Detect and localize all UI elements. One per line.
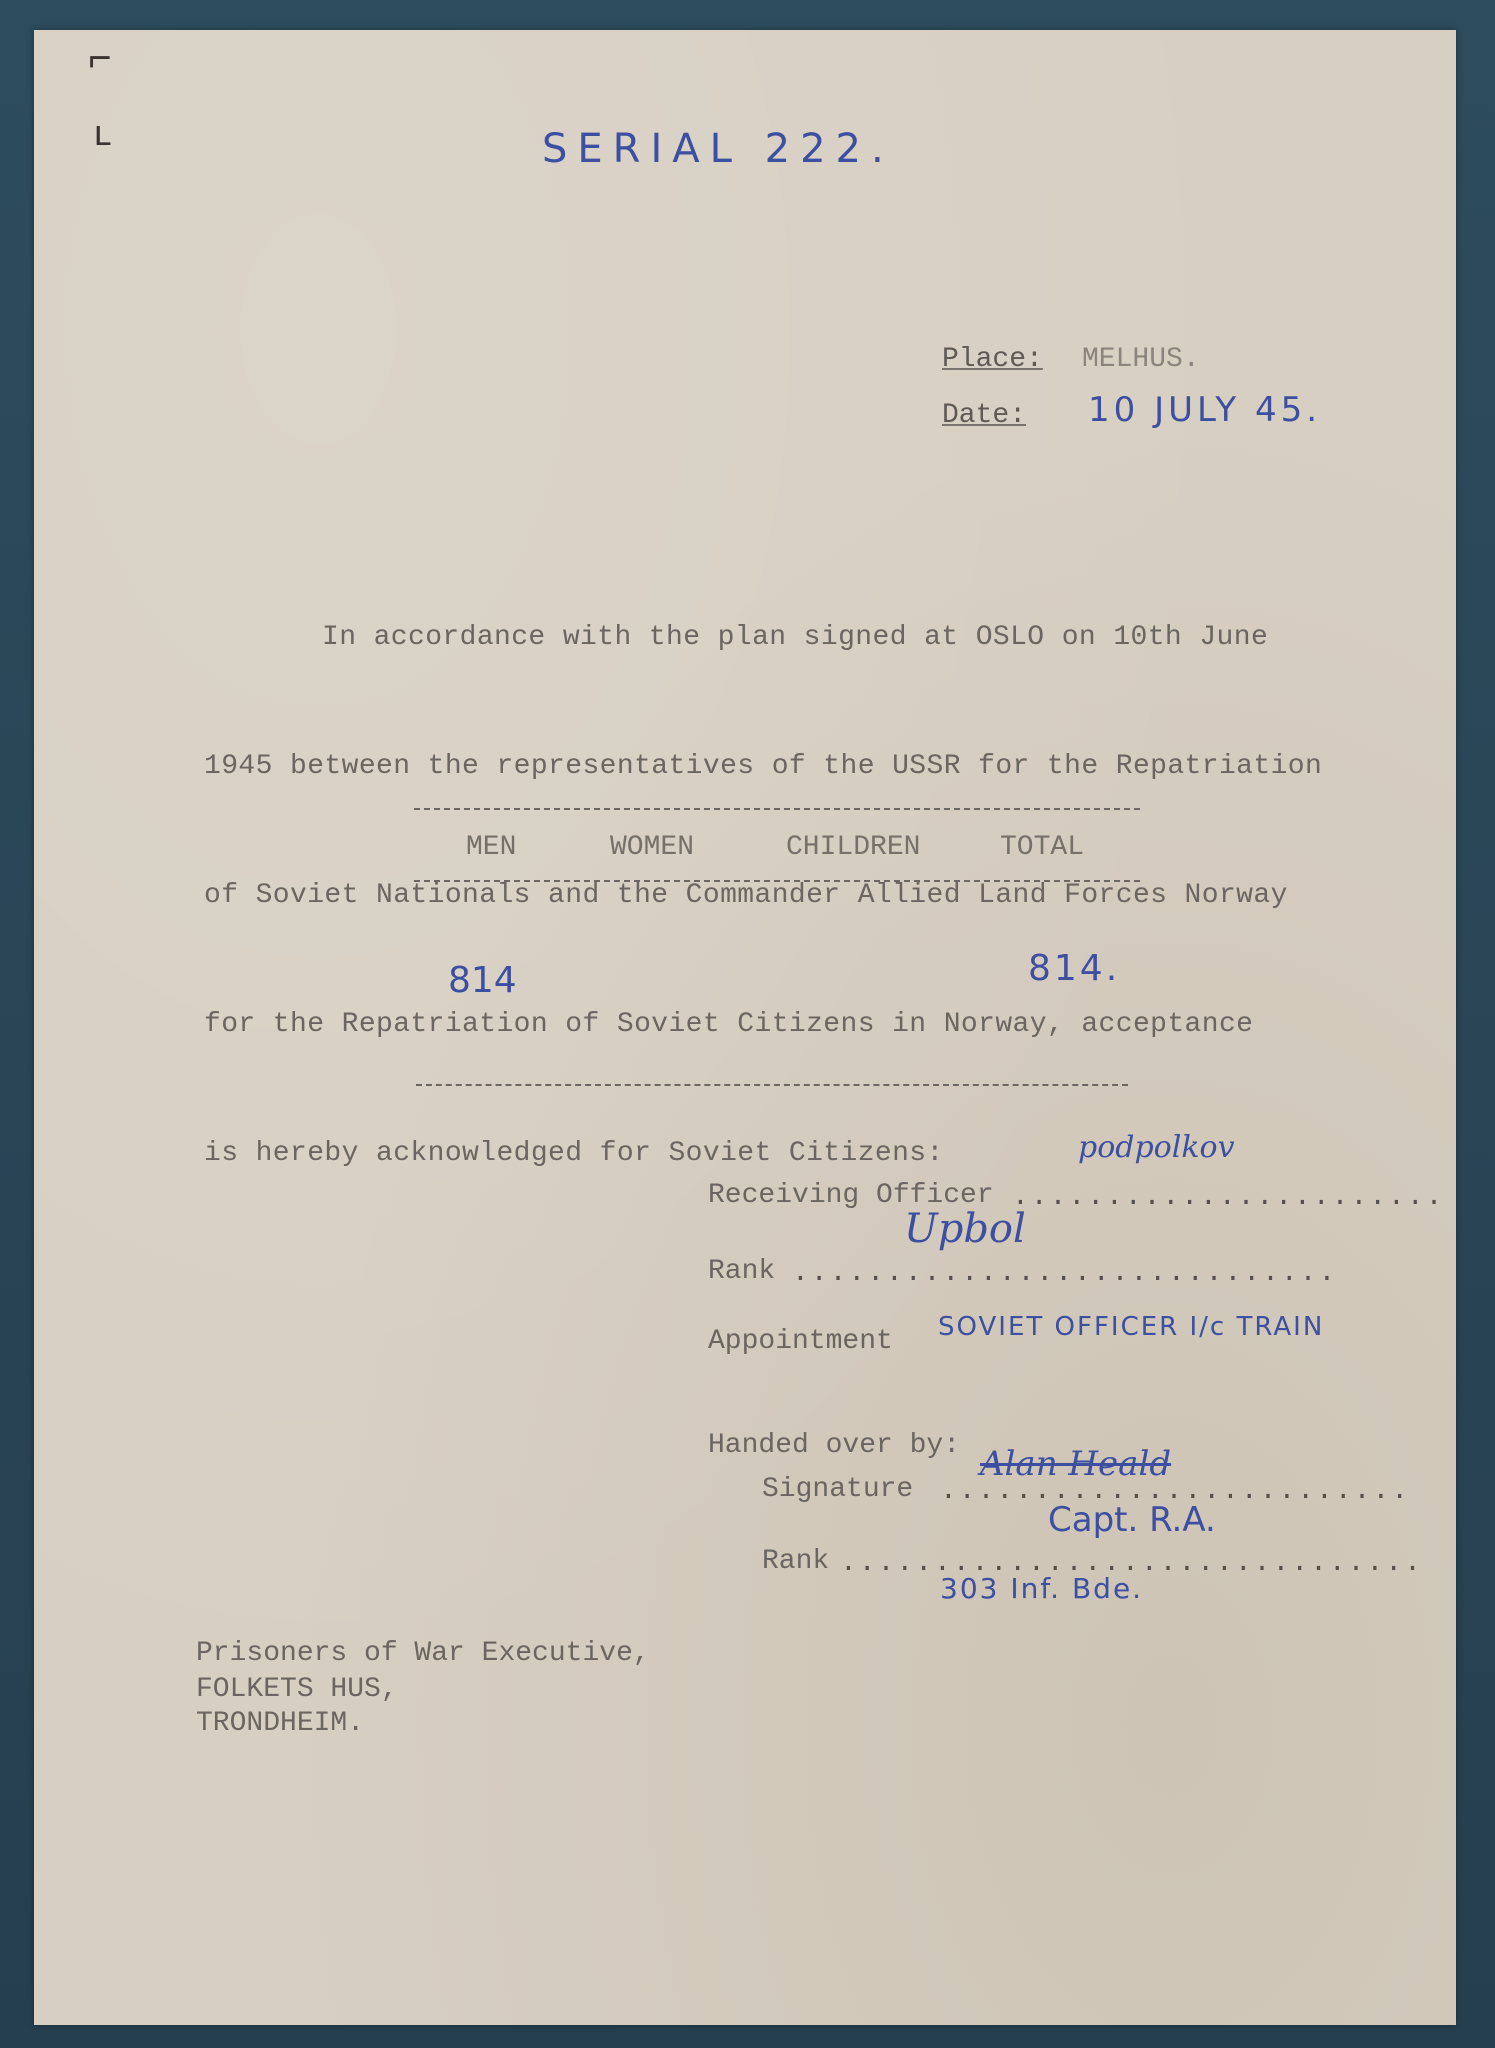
men-count: 814 bbox=[448, 960, 517, 1001]
rank-signature: Upbol bbox=[904, 1206, 1026, 1252]
receiving-officer-signature: podpolkov bbox=[1078, 1130, 1235, 1165]
paragraph-line: In accordance with the plan signed at OSLO on 10th June bbox=[322, 622, 1269, 653]
handover-rank-label: Rank bbox=[762, 1546, 830, 1577]
handed-over-heading: Handed over by: bbox=[708, 1430, 961, 1461]
paragraph-line: for the Repatriation of Soviet Citizens in Norway, acceptance bbox=[204, 1009, 1254, 1040]
handover-rank-value: Capt. R.A. bbox=[1048, 1500, 1216, 1540]
footer-line: FOLKETS HUS, bbox=[196, 1674, 398, 1705]
receiving-officer-label: Receiving Officer bbox=[708, 1180, 994, 1211]
table-bottom-rule bbox=[416, 1084, 1128, 1086]
total-count: 814. bbox=[1028, 948, 1121, 989]
dotted-line: ............................... bbox=[840, 1548, 1423, 1579]
handover-unit-value: 303 Inf. Bde. bbox=[940, 1572, 1144, 1605]
date-value: 10 JULY 45. bbox=[1088, 390, 1322, 430]
column-header-children: CHILDREN bbox=[786, 832, 921, 863]
rank-label: Rank bbox=[708, 1256, 776, 1287]
corner-mark: ʟ bbox=[92, 115, 114, 156]
date-label: Date: bbox=[942, 400, 1027, 431]
corner-mark: ⌐ bbox=[88, 39, 113, 84]
footer-line: TRONDHEIM. bbox=[196, 1708, 365, 1739]
serial-number: SERIAL 222. bbox=[542, 126, 894, 172]
paragraph-line: is hereby acknowledged for Soviet Citizens: bbox=[204, 1138, 944, 1169]
footer-line: Prisoners of War Executive, bbox=[196, 1638, 650, 1669]
place-value: MELHUS. bbox=[1082, 344, 1200, 375]
column-header-total: TOTAL bbox=[1000, 832, 1085, 863]
appointment-label: Appointment bbox=[708, 1326, 893, 1357]
document-page bbox=[34, 30, 1456, 2025]
signature-label: Signature bbox=[762, 1474, 914, 1505]
table-top-rule bbox=[414, 808, 1140, 810]
dotted-line: ............................. bbox=[792, 1258, 1338, 1289]
column-header-men: MEN bbox=[466, 832, 517, 863]
place-label: Place: bbox=[942, 344, 1043, 375]
table-header-rule bbox=[414, 880, 1140, 882]
column-header-women: WOMEN bbox=[610, 832, 695, 863]
paragraph-line: of Soviet Nationals and the Commander Allied Land Forces Norway bbox=[204, 880, 1288, 911]
paragraph-line: 1945 between the representatives of the USSR for the Repatriation bbox=[204, 751, 1323, 782]
dotted-line: ....................... bbox=[1012, 1182, 1445, 1213]
handover-signature: Alan Heald bbox=[980, 1444, 1172, 1484]
appointment-value: SOVIET OFFICER I/c TRAIN bbox=[938, 1312, 1325, 1342]
dotted-line: ......................... bbox=[940, 1476, 1411, 1507]
